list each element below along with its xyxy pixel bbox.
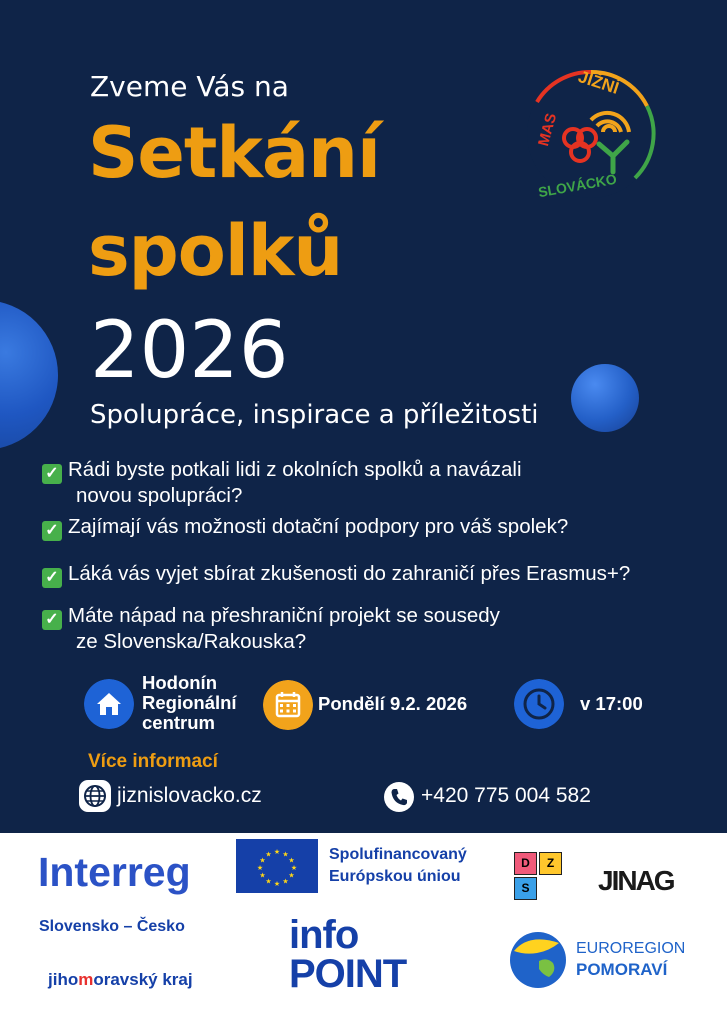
eu-cofunded-line1: Spolufinancovaný <box>329 846 467 863</box>
svg-text:★: ★ <box>282 850 289 859</box>
eu-cofunded-line2: Európskou úniou <box>329 868 461 885</box>
question-3-line1: Láká vás vyjet sbírat zkušenosti do zahraničí přes Erasmus+? <box>68 562 631 585</box>
mas-jizni-slovacko-logo <box>517 60 665 208</box>
decorative-sphere-right <box>571 364 639 432</box>
event-place <box>142 673 237 733</box>
jihomoravsky-kraj-logo <box>48 970 193 990</box>
euroregion-line1: EUROREGION <box>576 940 686 957</box>
svg-text:★: ★ <box>290 864 298 872</box>
kraj-part-1: jiho <box>48 970 79 989</box>
dzs-cell-s: S <box>514 877 537 900</box>
check-icon: ✓ <box>42 610 62 630</box>
svg-text:★: ★ <box>288 856 295 865</box>
title-line-2: spolků <box>88 210 343 292</box>
dzs-cell-d: D <box>514 852 537 875</box>
partners-footer <box>0 833 727 1024</box>
svg-text:★: ★ <box>273 848 281 856</box>
check-icon: ✓ <box>42 464 62 484</box>
clock-icon <box>514 679 564 729</box>
question-4-line1: Máte nápad na přeshraniční projekt se sousedy <box>68 604 500 627</box>
euroregion-line2: POMORAVÍ <box>576 960 668 979</box>
kraj-part-3: oravský kraj <box>93 970 193 989</box>
question-2 <box>42 515 568 541</box>
year: 2026 <box>90 306 289 396</box>
question-4 <box>42 604 500 654</box>
title-line-1: Setkání <box>88 112 380 194</box>
question-2-line1: Zajímají vás možnosti dotační podpory pro váš spolek? <box>68 515 569 538</box>
mas-logo-mas: MAS <box>535 111 561 149</box>
infopoint-logo-info: info <box>289 913 359 957</box>
question-4-line2: ze Slovenska/Rakouska? <box>76 630 307 653</box>
svg-text:★: ★ <box>259 856 266 865</box>
kraj-part-2: m <box>78 970 94 989</box>
dzs-logo <box>514 852 564 902</box>
event-place-line1: Hodonín <box>142 672 218 693</box>
subtitle: Spolupráce, inspirace a příležitosti <box>90 400 539 430</box>
jinag-logo <box>598 853 698 913</box>
event-place-line3: centrum <box>142 712 215 733</box>
more-info-label: Více informací <box>88 751 218 772</box>
infopoint-logo-point: POINT <box>289 952 407 996</box>
website-link[interactable]: jiznislovacko.cz <box>117 784 262 807</box>
check-icon: ✓ <box>42 568 62 588</box>
svg-text:★: ★ <box>282 877 289 886</box>
svg-text:★: ★ <box>288 871 295 880</box>
svg-text:★: ★ <box>265 850 272 859</box>
svg-text:★: ★ <box>259 871 266 880</box>
question-3 <box>42 562 630 588</box>
phone-icon <box>383 781 415 813</box>
mas-logo-top: JIŽNÍ <box>575 67 622 98</box>
calendar-icon <box>263 680 313 730</box>
svg-text:★: ★ <box>265 877 272 886</box>
question-1-line2: novou spolupráci? <box>76 484 243 507</box>
question-1-line1: Rádi byste potkali lidi z okolních spolků a navázali <box>68 458 522 481</box>
jinag-text: JINAG <box>598 865 674 896</box>
svg-text:★: ★ <box>273 880 281 888</box>
svg-text:★: ★ <box>256 864 264 872</box>
check-icon: ✓ <box>42 521 62 541</box>
interreg-logo: Interreg <box>38 849 191 895</box>
event-time: v 17:00 <box>580 693 643 714</box>
phone-number[interactable]: +420 775 004 582 <box>421 784 591 807</box>
globe-icon <box>79 780 111 812</box>
event-place-line2: Regionální <box>142 692 237 713</box>
euroregion-emblem-icon <box>509 931 567 989</box>
decorative-sphere-left <box>0 300 58 450</box>
eu-flag-icon <box>236 839 318 893</box>
interreg-subtitle: Slovensko – Česko <box>39 918 185 935</box>
intro-text: Zveme Vás na <box>90 70 289 103</box>
dzs-cell-z: Z <box>539 852 562 875</box>
home-icon <box>84 679 134 729</box>
event-date: Pondělí 9.2. 2026 <box>318 693 468 714</box>
mas-logo-bottom: SLOVÁCKO <box>536 170 618 201</box>
question-1 <box>42 458 522 508</box>
